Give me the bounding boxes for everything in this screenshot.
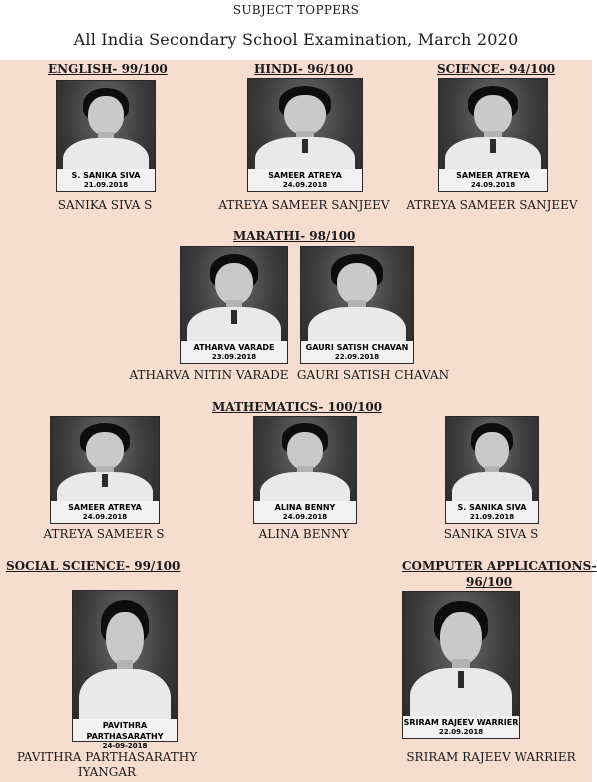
- photo-label: S. SANIKA SIVA 21.09.2018: [57, 169, 155, 191]
- photo-label: GAURI SATISH CHAVAN 22.09.2018: [301, 341, 413, 363]
- student-name: SANIKA SIVA S: [443, 527, 539, 541]
- student-name-line-2: IYANGAR: [77, 765, 137, 779]
- photo-label: SAMEER ATREYA 24.09.2018: [51, 501, 159, 523]
- photo-label: ATHARVA VARADE 23.09.2018: [181, 341, 287, 363]
- student-photo: [56, 80, 156, 192]
- section-title-science: SCIENCE- 94/100: [437, 62, 556, 76]
- student-photo: [247, 78, 363, 192]
- section-title-computer-applications-line-2: 96/100: [466, 575, 513, 589]
- page-subtitle: All India Secondary School Examination, March 2020: [73, 30, 519, 49]
- page-header: [0, 0, 592, 60]
- student-photo: [402, 591, 520, 739]
- student-name: ALINA BENNY: [258, 527, 350, 541]
- student-name: ATREYA SAMEER SANJEEV: [218, 198, 390, 212]
- section-title-english: ENGLISH- 99/100: [48, 62, 168, 76]
- page-title: SUBJECT TOPPERS: [232, 3, 360, 17]
- student-name: GAURI SATISH CHAVAN: [296, 368, 450, 382]
- student-photo: [72, 590, 178, 750]
- toppers-panel: [0, 60, 597, 782]
- student-photo: [253, 416, 357, 524]
- photo-label: SAMEER ATREYA 24.09.2018: [248, 169, 362, 191]
- student-name: SRIRAM RAJEEV WARRIER: [406, 750, 576, 764]
- photo-label: SAMEER ATREYA 24.09.2018: [439, 169, 547, 191]
- section-title-mathematics: MATHEMATICS- 100/100: [212, 400, 383, 414]
- section-title-hindi: HINDI- 96/100: [254, 62, 354, 76]
- photo-label: S. SANIKA SIVA 21.09.2018: [446, 501, 538, 523]
- section-title-marathi: MARATHI- 98/100: [233, 229, 356, 243]
- photo-label: SRIRAM RAJEEV WARRIER 22.09.2018: [403, 718, 519, 736]
- student-photo: [438, 78, 548, 192]
- student-name: ATHARVA NITIN VARADE: [129, 368, 289, 382]
- student-name-line-1: PAVITHRA PARTHASARATHY: [16, 750, 198, 764]
- student-photo: [180, 246, 288, 364]
- student-name: SANIKA SIVA S: [57, 198, 153, 212]
- student-name: ATREYA SAMEER SANJEEV: [406, 198, 578, 212]
- student-photo: [300, 246, 414, 364]
- student-photo: [445, 416, 539, 524]
- student-name: ATREYA SAMEER S: [43, 527, 165, 541]
- section-title-social-science: SOCIAL SCIENCE- 99/100: [6, 559, 181, 573]
- photo-label: ALINA BENNY 24.09.2018: [254, 501, 356, 523]
- student-photo: [50, 416, 160, 524]
- section-title-computer-applications-line-1: COMPUTER APPLICATIONS-: [402, 559, 597, 573]
- photo-label: PAVITHRA PARTHASARATHY 24-09-2018: [73, 719, 177, 741]
